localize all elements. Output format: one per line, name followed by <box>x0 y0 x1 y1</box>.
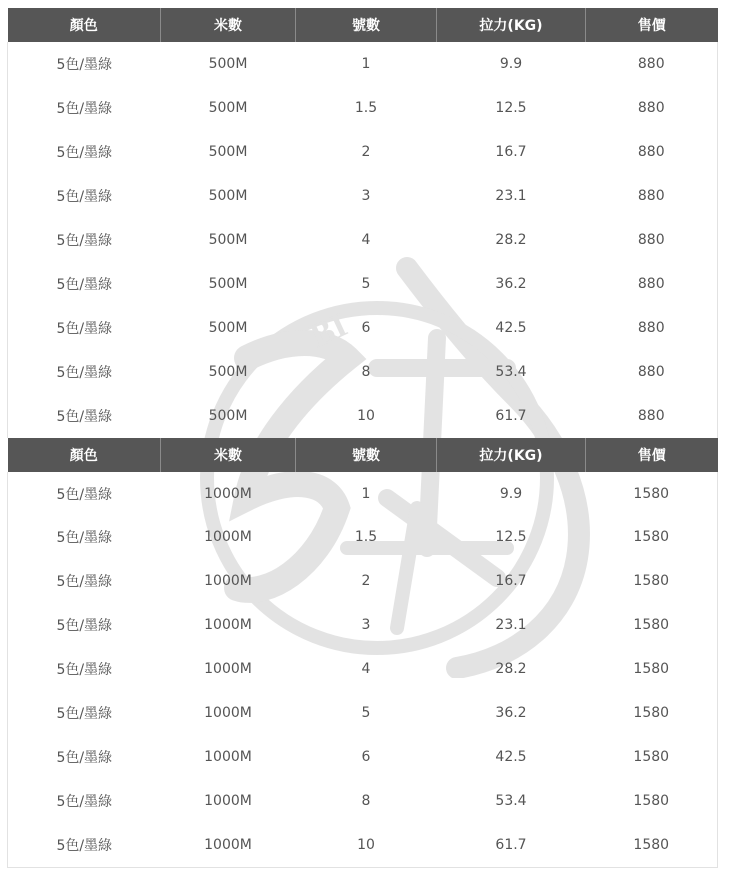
cell-color: 5色/墨綠 <box>56 794 113 810</box>
cell-length: 500M <box>208 232 248 248</box>
table-header <box>8 8 718 42</box>
table-row <box>8 472 718 515</box>
cell-color: 5色/墨綠 <box>56 321 113 337</box>
cell-strength: 23.1 <box>495 617 527 633</box>
cell-color: 5色/墨綠 <box>56 750 113 766</box>
cell-strength: 23.1 <box>495 188 527 204</box>
cell-price: 880 <box>637 188 665 204</box>
cell-length: 1000M <box>204 837 252 853</box>
table-row <box>8 603 718 647</box>
table-header <box>8 438 718 472</box>
cell-strength: 16.7 <box>495 573 527 589</box>
table-row <box>8 515 718 559</box>
cell-size: 4 <box>361 232 371 248</box>
cell-color: 5色/墨綠 <box>56 233 113 249</box>
cell-price: 1580 <box>633 529 670 545</box>
cell-price: 1580 <box>633 705 670 721</box>
column-header-price: 售價 <box>586 438 718 472</box>
cell-strength: 53.4 <box>495 364 527 380</box>
cell-color: 5色/墨綠 <box>56 57 113 73</box>
cell-color: 5色/墨綠 <box>56 409 113 425</box>
table-row <box>8 823 718 868</box>
table-row <box>8 779 718 823</box>
cell-length: 500M <box>208 100 248 116</box>
cell-strength: 16.7 <box>495 144 527 160</box>
table-row <box>8 735 718 779</box>
cell-price: 880 <box>637 232 665 248</box>
column-header-price: 售價 <box>586 8 718 42</box>
cell-strength: 42.5 <box>495 749 527 765</box>
table-row <box>8 86 718 130</box>
column-header-length: 米數 <box>161 8 296 42</box>
column-header-color: 顏色 <box>8 8 161 42</box>
cell-length: 500M <box>208 188 248 204</box>
table-body <box>8 42 718 438</box>
cell-size: 6 <box>361 749 371 765</box>
table-row <box>8 691 718 735</box>
cell-color: 5色/墨綠 <box>56 101 113 117</box>
spec-tables <box>7 8 717 868</box>
column-header-length: 米數 <box>161 438 296 472</box>
cell-size: 10 <box>357 408 375 424</box>
cell-strength: 28.2 <box>495 661 527 677</box>
table-row <box>8 559 718 603</box>
cell-strength: 53.4 <box>495 793 527 809</box>
table-row <box>8 174 718 218</box>
cell-color: 5色/墨綠 <box>56 838 113 854</box>
cell-strength: 28.2 <box>495 232 527 248</box>
cell-price: 1580 <box>633 485 670 502</box>
cell-price: 880 <box>637 364 665 380</box>
cell-price: 1580 <box>633 573 670 589</box>
cell-price: 1580 <box>633 749 670 765</box>
cell-price: 1580 <box>633 617 670 633</box>
cell-length: 1000M <box>204 573 252 589</box>
cell-length: 500M <box>208 364 248 380</box>
cell-size: 1.5 <box>354 100 378 116</box>
cell-price: 880 <box>637 144 665 160</box>
cell-size: 6 <box>361 320 371 336</box>
table-row <box>8 306 718 350</box>
cell-strength: 61.7 <box>495 408 527 424</box>
column-header-strength: 拉力(KG) <box>437 438 586 472</box>
table-row <box>8 218 718 262</box>
column-header-strength: 拉力(KG) <box>437 8 586 42</box>
cell-price: 880 <box>637 100 665 116</box>
cell-size: 3 <box>361 617 371 633</box>
table-row <box>8 350 718 394</box>
cell-length: 1000M <box>204 529 252 545</box>
cell-length: 500M <box>208 276 248 292</box>
cell-size: 1 <box>361 56 371 72</box>
cell-size: 5 <box>361 276 371 292</box>
table-row <box>8 647 718 691</box>
cell-price: 880 <box>637 56 665 72</box>
cell-color: 5色/墨綠 <box>56 530 113 546</box>
cell-color: 5色/墨綠 <box>56 618 113 634</box>
cell-price: 1580 <box>633 837 670 853</box>
cell-color: 5色/墨綠 <box>56 662 113 678</box>
spec-table-1000m <box>7 438 718 868</box>
cell-strength: 42.5 <box>495 320 527 336</box>
cell-strength: 12.5 <box>495 100 527 116</box>
cell-strength: 9.9 <box>499 56 523 72</box>
watermark-text: BI <box>304 306 353 356</box>
column-header-size: 號數 <box>296 8 437 42</box>
table-row <box>8 42 718 86</box>
cell-color: 5色/墨綠 <box>56 574 113 590</box>
cell-strength: 36.2 <box>495 276 527 292</box>
column-header-color: 顏色 <box>8 438 161 472</box>
table-row <box>8 130 718 174</box>
cell-strength: 9.9 <box>499 485 523 502</box>
cell-strength: 12.5 <box>495 529 527 545</box>
cell-price: 880 <box>637 320 665 336</box>
cell-size: 4 <box>361 661 371 677</box>
cell-strength: 36.2 <box>495 705 527 721</box>
cell-size: 2 <box>361 144 371 160</box>
cell-length: 1000M <box>204 749 252 765</box>
cell-price: 880 <box>637 408 665 424</box>
cell-size: 2 <box>361 573 371 589</box>
column-header-size: 號數 <box>296 438 437 472</box>
cell-color: 5色/墨綠 <box>56 706 113 722</box>
cell-size: 8 <box>361 793 371 809</box>
cell-color: 5色/墨綠 <box>56 365 113 381</box>
cell-color: 5色/墨綠 <box>56 277 113 293</box>
table-row <box>8 394 718 438</box>
cell-length: 500M <box>208 144 248 160</box>
cell-length: 1000M <box>204 793 252 809</box>
cell-length: 500M <box>208 408 248 424</box>
cell-length: 1000M <box>204 617 252 633</box>
cell-length: 1000M <box>204 485 252 502</box>
table-body <box>8 472 718 868</box>
cell-length: 500M <box>208 56 248 72</box>
cell-color: 5色/墨綠 <box>56 189 113 205</box>
cell-length: 1000M <box>204 705 252 721</box>
cell-price: 1580 <box>633 793 670 809</box>
cell-size: 8 <box>361 364 371 380</box>
table-row <box>8 262 718 306</box>
cell-color: 5色/墨綠 <box>56 486 113 503</box>
cell-price: 880 <box>637 276 665 292</box>
cell-color: 5色/墨綠 <box>56 145 113 161</box>
cell-size: 1 <box>361 485 371 502</box>
cell-length: 500M <box>208 320 248 336</box>
cell-price: 1580 <box>633 661 670 677</box>
cell-size: 5 <box>361 705 371 721</box>
cell-strength: 61.7 <box>495 837 527 853</box>
cell-size: 10 <box>357 837 375 853</box>
spec-table-500m <box>7 8 718 438</box>
cell-length: 1000M <box>204 661 252 677</box>
cell-size: 3 <box>361 188 371 204</box>
cell-size: 1.5 <box>354 529 378 545</box>
